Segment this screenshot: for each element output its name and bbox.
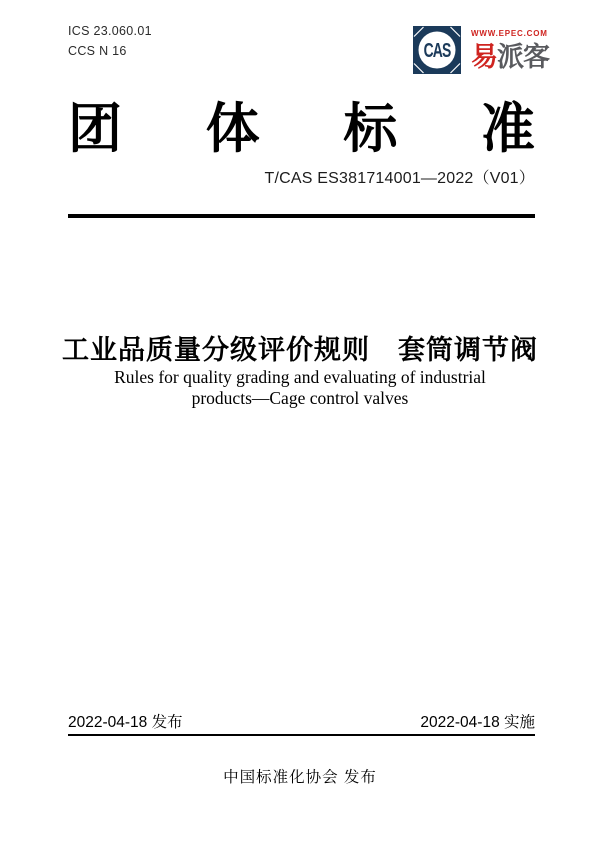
classification-codes [68,21,152,61]
subject-title-en [0,367,600,409]
banner-char-2: 体 [205,99,260,159]
subject-title-en-line2: products—Cage control valves [191,388,409,408]
implement-date: 2022-04-18 实施 [420,714,535,731]
subject-title-zh: 工业品质量分级评价规则 套筒调节阀 [62,335,538,365]
logo-cluster [413,26,549,74]
epec-chars-gray: 派客 [497,42,549,72]
banner-title [68,100,535,158]
issue-date: 2022-04-18 发布 [68,714,183,731]
epec-char-red: 易 [471,42,497,72]
standard-number: T/CAS ES381714001—2022（V01） [264,170,535,187]
ics-code: ICS 23.060.01 [68,24,152,38]
footer-rule [68,734,535,736]
cas-logo-icon [413,26,461,74]
banner-char-1: 团 [68,99,122,159]
epec-logo [471,26,549,72]
subject-title-en-line1: Rules for quality grading and evaluating of industrial [114,367,486,387]
dates-row [68,710,535,732]
epec-url-text: WWW.EPEC.COM [471,29,548,38]
cas-logo-text: CAS [423,38,451,62]
epec-wordmark [471,42,549,72]
banner-char-4: 准 [480,99,535,159]
ccs-code: CCS N 16 [68,44,127,58]
header-rule [68,214,535,218]
publisher-line: 中国标准化协会 发布 [223,769,377,786]
banner-char-3: 标 [343,99,398,159]
